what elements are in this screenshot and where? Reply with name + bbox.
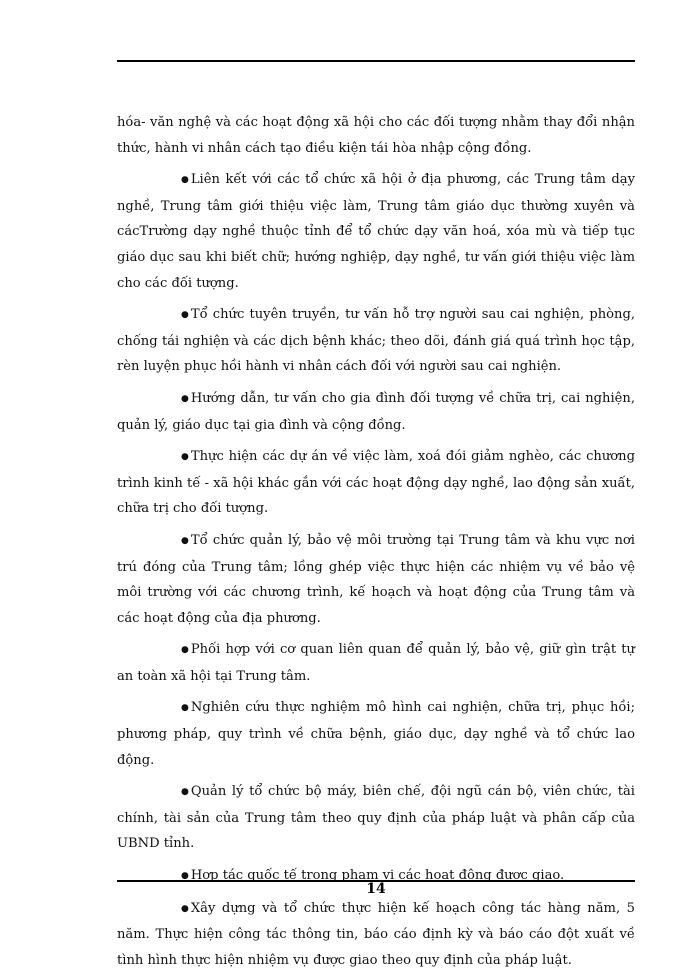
- list-item: [117, 444, 635, 522]
- header-rule: [117, 60, 635, 62]
- bullet-icon: ●: [181, 645, 189, 656]
- bullet-icon: ●: [181, 535, 189, 546]
- list-item: [117, 302, 635, 380]
- list-item: [117, 167, 635, 296]
- duty-list: [117, 167, 635, 973]
- bullet-icon: ●: [181, 787, 189, 798]
- list-item-text: Xây dựng và tổ chức thực hiện kế hoạch công tác hàng năm, 5 năm. Thực hiện công tác thông tin, báo cáo định kỳ và báo cáo đột xuất về tình hình thực hiện nhiệm vụ được giao theo quy định của pháp luật.: [117, 900, 635, 968]
- bullet-icon: ●: [181, 175, 189, 186]
- list-item: [117, 896, 635, 974]
- list-item-text: Quản lý tổ chức bộ máy, biên chế, đội ngũ cán bộ, viên chức, tài chính, tài sản của Trung tâm theo quy định của pháp luật và phân cấp của UBND tỉnh.: [117, 784, 635, 852]
- bullet-icon: ●: [181, 871, 189, 882]
- bullet-icon: ●: [181, 903, 189, 914]
- bullet-icon: ●: [181, 393, 189, 404]
- list-item-text: Phối hợp với cơ quan liên quan để quản lý, bảo vệ, giữ gìn trật tự an toàn xã hội tại Trung tâm.: [117, 642, 635, 684]
- list-item-text: Tổ chức tuyên truyền, tư vấn hỗ trợ người sau cai nghiện, phòng, chống tái nghiện và các dịch bệnh khác; theo dõi, đánh giá quá trình học tập, rèn luyện phục hồi hành vi nhân cách đối với người sau cai nghiện.: [117, 307, 635, 375]
- list-item-text: Thực hiện các dự án về việc làm, xoá đói giảm nghèo, các chương trình kinh tế - xã hội khác gắn với các hoạt động dạy nghề, lao động sản xuất, chữa trị cho đối tượng.: [117, 449, 635, 517]
- bullet-icon: ●: [181, 310, 189, 321]
- list-item-text: Hợp tác quốc tế trong phạm vi các hoạt động được giao.: [190, 868, 565, 884]
- list-item-text: Nghiên cứu thực nghiệm mô hình cai nghiện, chữa trị, phục hồi; phương pháp, quy trình về chữa bệnh, giáo dục, dạy nghề và tổ chức lao động.: [117, 700, 635, 768]
- list-item: [117, 695, 635, 773]
- list-item-text: Hướng dẫn, tư vấn cho gia đình đối tượng về chữa trị, cai nghiện, quản lý, giáo dục tại gia đình và cộng đồng.: [117, 390, 635, 433]
- continued-paragraph: hóa- văn nghệ và các hoạt động xã hội cho các đối tượng nhằm thay đổi nhận thức, hành vi nhân cách tạo điều kiện tái hòa nhập cộng đồng.: [117, 115, 635, 156]
- list-item: [117, 779, 635, 857]
- list-item-text: Tổ chức quản lý, bảo vệ môi trường tại Trung tâm và khu vực nơi trú đóng của Trung tâm; lồng ghép việc thực hiện các nhiệm vụ về bảo vệ môi trường với các chương trình, kế hoạch và hoạt động của Trung tâm và các hoạt động của địa phương.: [117, 532, 635, 626]
- list-item: [117, 528, 635, 631]
- bullet-icon: ●: [181, 452, 189, 463]
- list-item: [117, 637, 635, 689]
- list-item-text: Liên kết với các tổ chức xã hội ở địa phương, các Trung tâm dạy nghề, Trung tâm giới thiệu việc làm, Trung tâm giáo dục thường xuyên và cácTrường dạy nghề thuộc tỉnh để tổ chức dạy văn hoá, xóa mù và tiếp tục giáo dục sau khi biết chữ; hướng nghiệp, dạy nghề, tư vấn giới thiệu việc làm cho các đối tượng.: [117, 172, 635, 291]
- body-text: [117, 110, 635, 979]
- page-number: 14: [366, 881, 386, 897]
- list-item: [117, 386, 635, 438]
- bullet-icon: ●: [181, 703, 189, 714]
